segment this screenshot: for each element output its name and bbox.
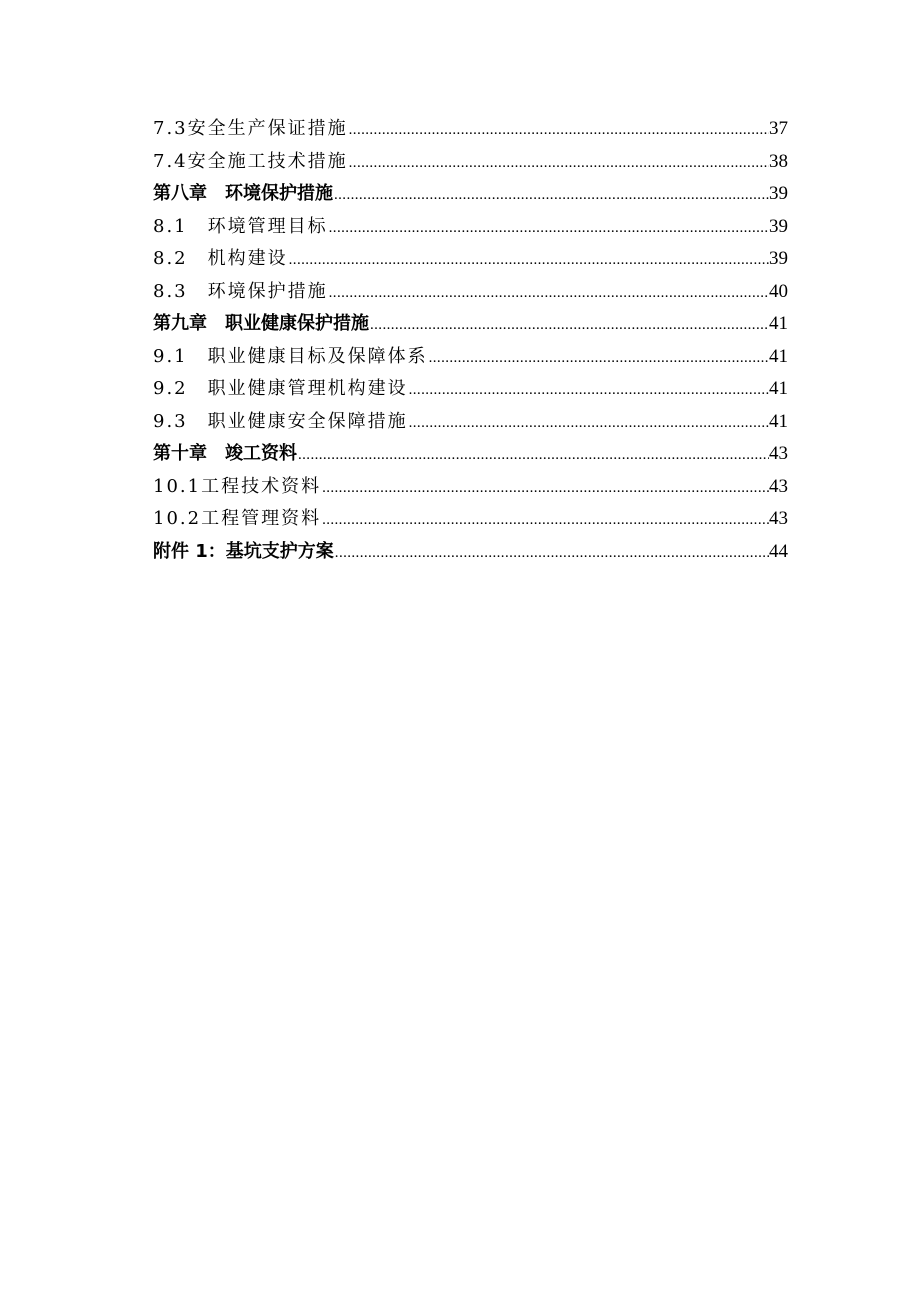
toc-entry-title: 第八章 环境保护措施 xyxy=(153,183,333,204)
toc-entry-title: 7.4安全施工技术措施 xyxy=(153,150,348,172)
toc-page-number: 37 xyxy=(769,118,788,139)
toc-page-number: 43 xyxy=(769,443,788,464)
toc-entry-9-1[interactable] xyxy=(153,341,788,374)
toc-dot-leader xyxy=(333,179,769,212)
toc-dot-leader xyxy=(369,309,769,342)
toc-dot-leader xyxy=(348,114,769,147)
toc-entry-title: 第十章 竣工资料 xyxy=(153,443,297,464)
toc-page-number: 39 xyxy=(769,248,788,269)
toc-entry-chapter-8[interactable] xyxy=(153,178,788,211)
toc-entry-9-2[interactable] xyxy=(153,373,788,406)
toc-dot-leader xyxy=(328,212,769,245)
toc-entry-title: 8.3 环境保护措施 xyxy=(153,280,328,302)
toc-entry-title: 10.1工程技术资料 xyxy=(153,475,322,497)
toc-entry-9-3[interactable] xyxy=(153,406,788,439)
toc-entry-7-3[interactable] xyxy=(153,113,788,146)
toc-entry-chapter-10[interactable] xyxy=(153,438,788,471)
toc-page-number: 40 xyxy=(769,280,788,302)
toc-page-number: 44 xyxy=(769,540,788,562)
toc-dot-leader xyxy=(408,374,769,407)
toc-entry-title: 9.1 职业健康目标及保障体系 xyxy=(153,345,428,367)
toc-page-number: 38 xyxy=(769,150,788,172)
toc-entry-10-1[interactable] xyxy=(153,471,788,504)
toc-entry-chapter-9[interactable] xyxy=(153,308,788,341)
toc-page-number: 43 xyxy=(769,508,788,529)
toc-page-number: 39 xyxy=(769,215,788,237)
toc-entry-8-1[interactable] xyxy=(153,211,788,244)
toc-page-number: 39 xyxy=(769,183,788,204)
table-of-contents xyxy=(153,113,788,568)
toc-entry-7-4[interactable] xyxy=(153,146,788,179)
toc-page-number: 41 xyxy=(769,378,788,399)
toc-entry-appendix-1[interactable] xyxy=(153,536,788,569)
toc-page-number: 41 xyxy=(769,345,788,367)
toc-dot-leader xyxy=(321,504,769,537)
toc-dot-leader xyxy=(348,147,769,180)
toc-dot-leader xyxy=(408,407,769,440)
toc-entry-title: 7.3安全生产保证措施 xyxy=(153,118,348,139)
toc-entry-title: 10.2工程管理资料 xyxy=(153,508,322,529)
toc-dot-leader xyxy=(321,472,769,505)
toc-dot-leader xyxy=(428,342,769,375)
toc-dot-leader xyxy=(297,439,769,472)
toc-entry-10-2[interactable] xyxy=(153,503,788,536)
toc-page-number: 41 xyxy=(769,313,788,334)
toc-entry-title: 9.2 职业健康管理机构建设 xyxy=(153,378,408,399)
toc-entry-title: 附件 1：基坑支护方案 xyxy=(153,540,334,562)
toc-entry-title: 8.1 环境管理目标 xyxy=(153,215,328,237)
toc-dot-leader xyxy=(328,277,769,310)
toc-entry-title: 8.2 机构建设 xyxy=(153,248,288,269)
toc-dot-leader xyxy=(334,537,769,570)
toc-entry-title: 9.3 职业健康安全保障措施 xyxy=(153,410,408,432)
toc-entry-8-3[interactable] xyxy=(153,276,788,309)
toc-page-number: 43 xyxy=(769,475,788,497)
toc-entry-8-2[interactable] xyxy=(153,243,788,276)
toc-page-number: 41 xyxy=(769,410,788,432)
toc-entry-title: 第九章 职业健康保护措施 xyxy=(153,313,369,334)
toc-dot-leader xyxy=(288,244,769,277)
